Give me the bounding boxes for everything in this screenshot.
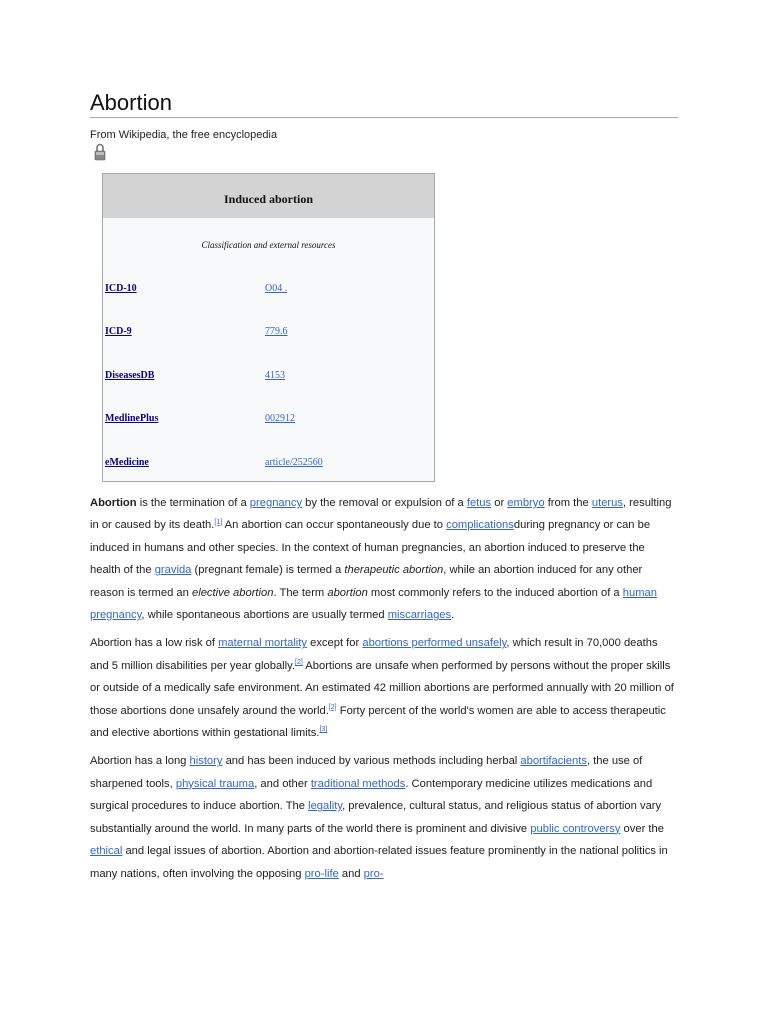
article-body bbox=[90, 492, 674, 891]
text: , prevalence, cultural status, and religious status of abortion vary substantially around the world. In many parts of the world there is prominent and divisive bbox=[90, 800, 662, 835]
paragraph-risk bbox=[90, 632, 674, 744]
text: and bbox=[338, 867, 364, 880]
infobox-value-link[interactable]: 002912 bbox=[265, 413, 295, 424]
text: from the bbox=[544, 497, 592, 509]
link-pro-choice[interactable]: pro- bbox=[363, 867, 384, 880]
lock-icon bbox=[94, 142, 106, 162]
text: Abortions are unsafe when performed by persons without the proper skills or outside of a medically safe environment. An estimated 42 million abortions are performed annually with 20 million of those abortions done unsafely around the world. bbox=[90, 659, 674, 717]
text: Forty percent of the world's women are able to access therapeutic and elective abortions within gestational limits. bbox=[90, 704, 666, 740]
infobox-key-link[interactable]: DiseasesDB bbox=[105, 370, 155, 381]
link-ethical[interactable]: ethical bbox=[90, 845, 123, 858]
link-fetus[interactable]: fetus bbox=[466, 497, 492, 509]
link-legality[interactable]: legality bbox=[308, 800, 343, 813]
text: Abortion has a long bbox=[90, 755, 190, 768]
text: (pregnant female) is termed a bbox=[191, 564, 345, 577]
text: except for bbox=[307, 637, 363, 650]
link-uterus[interactable]: uterus bbox=[591, 497, 623, 509]
link-embryo[interactable]: embryo bbox=[507, 497, 545, 509]
link-miscarriages[interactable]: miscarriages bbox=[387, 609, 452, 622]
bold-term: Abortion bbox=[90, 497, 137, 509]
text: , resulting in or caused by its death. bbox=[90, 497, 672, 532]
text: , and other bbox=[254, 777, 311, 790]
infobox-key-link[interactable]: ICD-10 bbox=[105, 283, 137, 294]
italic-term: elective abortion bbox=[191, 586, 274, 599]
infobox-value-link[interactable]: O04 . bbox=[265, 283, 288, 294]
link-physical-trauma[interactable]: physical trauma bbox=[175, 777, 255, 790]
text: or bbox=[491, 497, 508, 509]
infobox-heading: Induced abortion bbox=[103, 174, 434, 218]
text: , the use of sharpened tools, bbox=[90, 755, 643, 790]
paragraph-history bbox=[90, 750, 674, 884]
text: is the termination of a bbox=[136, 497, 250, 509]
link-history[interactable]: history bbox=[189, 755, 223, 768]
infobox-value-link[interactable]: 4153 bbox=[265, 370, 285, 381]
infobox-key-link[interactable]: ICD-9 bbox=[105, 326, 132, 337]
infobox-subheading: Classification and external resources bbox=[201, 240, 336, 250]
infobox-value-link[interactable]: article/252560 bbox=[265, 457, 323, 468]
reference-link[interactable]: [3] bbox=[319, 726, 328, 734]
infobox-value-link[interactable]: 779.6 bbox=[265, 326, 288, 337]
link-public-controversy[interactable]: public controversy bbox=[530, 822, 621, 835]
text: by the removal or expulsion of a bbox=[302, 497, 467, 509]
text: over the bbox=[620, 822, 664, 835]
text: during pregnancy or can be induced in humans and other species. In the context of human pregnancies, an abortion induced to preserve the health of the bbox=[90, 519, 651, 577]
text: . Contemporary medicine utilizes medications and surgical procedures to induce abortion. The bbox=[90, 777, 653, 813]
link-pregnancy[interactable]: pregnancy bbox=[249, 497, 303, 509]
link-traditional-methods[interactable]: traditional methods bbox=[310, 777, 406, 790]
link-human-pregnancy[interactable]: human pregnancy bbox=[90, 586, 657, 622]
link-abortifacients[interactable]: abortifacients bbox=[520, 755, 587, 768]
infobox bbox=[102, 173, 435, 482]
italic-term: therapeutic abortion bbox=[344, 564, 444, 577]
text: . The term bbox=[273, 586, 328, 599]
text: , while spontaneous abortions are usually termed bbox=[141, 609, 388, 622]
text: Abortion has a low risk of bbox=[90, 637, 219, 650]
text: An abortion can occur spontaneously due to bbox=[222, 519, 447, 532]
title-divider bbox=[90, 117, 678, 118]
infobox-key-link[interactable]: eMedicine bbox=[105, 457, 149, 468]
reference-link[interactable]: [1] bbox=[214, 518, 223, 526]
text: . bbox=[451, 609, 455, 622]
reference-link[interactable]: [2] bbox=[295, 659, 303, 667]
link-complications[interactable]: complications bbox=[446, 519, 514, 532]
page-title: Abortion bbox=[90, 90, 172, 115]
italic-term: abortion bbox=[327, 586, 368, 599]
infobox-key-link[interactable]: MedlinePlus bbox=[105, 413, 159, 424]
text: , which result in 70,000 deaths and 5 million disabilities per year globally. bbox=[90, 637, 658, 672]
text: most commonly refers to the induced abortion of a bbox=[367, 586, 623, 599]
text: and has been induced by various methods including herbal bbox=[222, 755, 521, 768]
paragraph-intro bbox=[90, 492, 674, 626]
reference-link[interactable]: [2] bbox=[328, 703, 337, 711]
text: , while an abortion induced for any other reason is termed an bbox=[90, 564, 643, 599]
text: and legal issues of abortion. Abortion and abortion-related issues feature prominently in the national politics in many nations, often involving the opposing bbox=[90, 845, 668, 880]
link-maternal-mortality[interactable]: maternal mortality bbox=[218, 637, 307, 650]
link-gravida[interactable]: gravida bbox=[154, 564, 192, 577]
site-tagline: From Wikipedia, the free encyclopedia bbox=[90, 129, 278, 141]
link-unsafe-abortion[interactable]: abortions performed unsafely bbox=[362, 637, 507, 650]
link-pro-life[interactable]: pro-life bbox=[304, 867, 339, 880]
